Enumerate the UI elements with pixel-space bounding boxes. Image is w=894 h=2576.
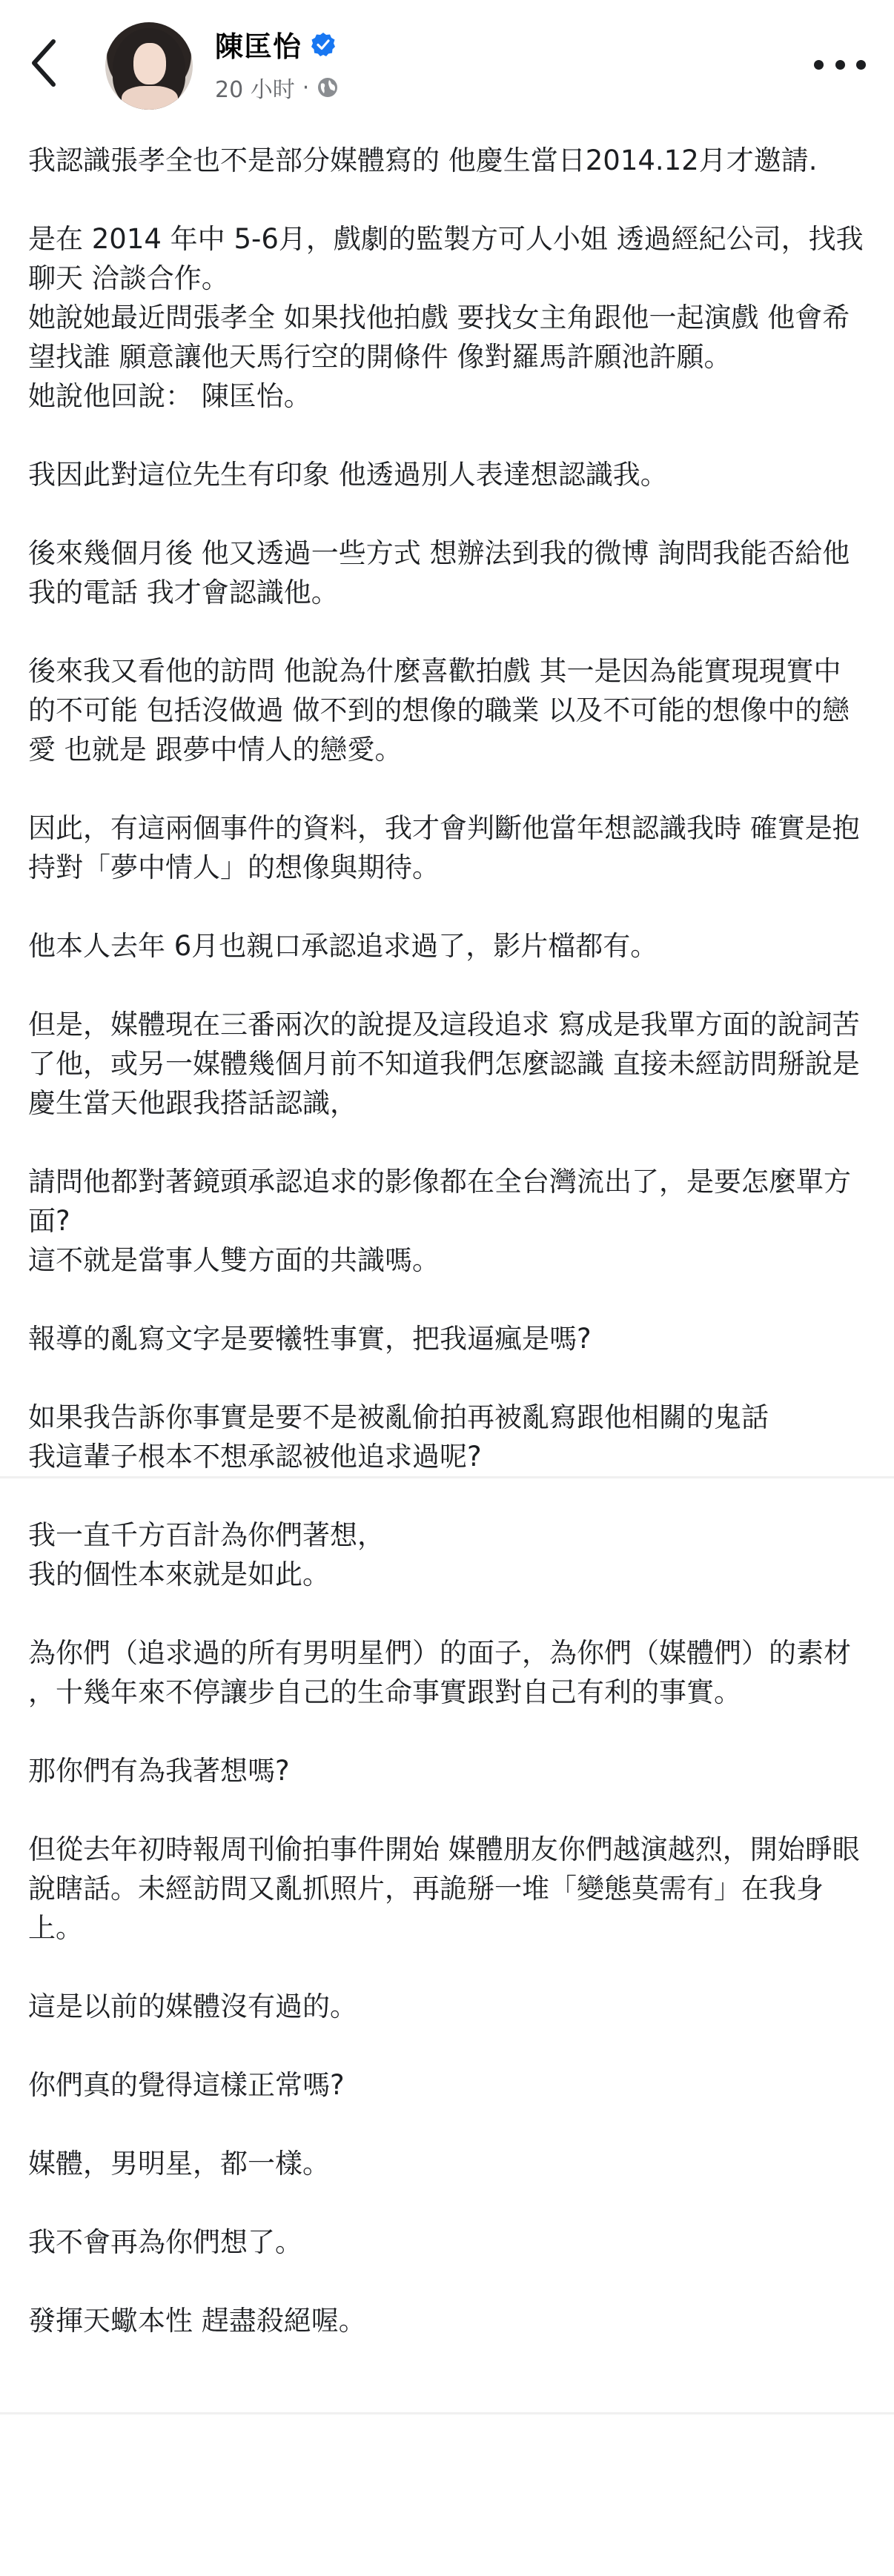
post-paragraph: 我因此對這位先生有印象 他透過別人表達想認識我。 bbox=[28, 459, 668, 491]
post-paragraph: 他本人去年 6月也親口承認追求過了，影片檔都有。 bbox=[28, 930, 658, 962]
post-paragraph: 報導的亂寫文字是要犧牲事實，把我逼瘋是嗎? bbox=[28, 1323, 592, 1355]
more-dot bbox=[856, 60, 866, 70]
post-timestamp[interactable]: 20 小时 bbox=[215, 77, 295, 103]
post-paragraph: 媒體，男明星，都一樣。 bbox=[28, 2148, 330, 2180]
post-paragraph: 我認識張孝全也不是部分媒體寫的 他慶生當日2014.12月才邀請. bbox=[28, 145, 818, 176]
post-paragraph: 你們真的覺得這樣正常嗎? bbox=[28, 2069, 345, 2101]
post-meta bbox=[215, 71, 339, 104]
post-paragraph: 因此，有這兩個事件的資料，我才會判斷他當年想認識我時 確實是抱持對「夢中情人」的想像與期待。 bbox=[28, 812, 860, 883]
post-paragraph: 但是，媒體現在三番兩次的說提及這段追求 寫成是我單方面的說詞苦了他，或另一媒體幾個月前不知道我們怎麼認識 直接未經訪問掰說是慶生當天他跟我搭話認識， bbox=[28, 1009, 860, 1119]
post-paragraph: 那你們有為我著想嗎? bbox=[28, 1755, 290, 1787]
screenshot-seam bbox=[0, 1476, 894, 1478]
meta-separator: · bbox=[302, 74, 310, 101]
post-paragraph: 我一直千方百計為你們著想， 我的個性本來就是如此。 bbox=[28, 1519, 385, 1590]
post-body bbox=[28, 141, 866, 2340]
author-name[interactable]: 陳匡怡 bbox=[215, 30, 302, 63]
bottom-fade bbox=[0, 2532, 894, 2576]
post-paragraph: 發揮天蠍本性 趕盡殺絕喔。 bbox=[28, 2305, 366, 2337]
verified-badge-icon bbox=[311, 32, 336, 57]
post-paragraph: 是在 2014 年中 5-6月，戲劇的監製方可人小姐 透過經紀公司，找我聊天 洽談合作。 她說她最近問張孝全 如果找他拍戲 要找女主角跟他一起演戲 他會希望找誰 願意讓他天馬行空的開條件 像對羅馬許願池許願。 她說他回說： 陳匡怡。 bbox=[28, 223, 864, 412]
post-header bbox=[0, 0, 894, 130]
post-paragraph: 為你們（追求過的所有男明星們）的面子，為你們（媒體們）的素材 ，十幾年來不停讓步自己的生命事實跟對自己有利的事實。 bbox=[28, 1637, 851, 1708]
post-paragraph: 請問他都對著鏡頭承認追求的影像都在全台灣流出了，是要怎麼單方面? 這不就是當事人雙方面的共識嗎。 bbox=[28, 1166, 851, 1276]
post-paragraph: 如果我告訴你事實是要不是被亂偷拍再被亂寫跟他相關的鬼話 我這輩子根本不想承認被他追求過呢? bbox=[28, 1401, 769, 1473]
author-name-row bbox=[215, 24, 336, 64]
chevron-left-icon bbox=[30, 37, 59, 89]
post-paragraph: 但從去年初時報周刊偷拍事件開始 媒體朋友你們越演越烈，開始睜眼說瞎話。未經訪問又亂抓照片，再詭掰一堆「變態莫需有」在我身上。 bbox=[28, 1833, 860, 1944]
back-button[interactable] bbox=[30, 37, 74, 96]
more-dot bbox=[835, 60, 845, 70]
post-paragraph: 後來幾個月後 他又透過一些方式 想辦法到我的微博 詢問我能否給他我的電話 我才會認識他。 bbox=[28, 537, 850, 608]
screenshot-seam bbox=[0, 2412, 894, 2414]
globe-icon[interactable] bbox=[317, 76, 339, 99]
more-dot bbox=[814, 60, 824, 70]
author-avatar[interactable] bbox=[105, 22, 193, 110]
post-paragraph: 我不會再為你們想了。 bbox=[28, 2226, 302, 2258]
post-paragraph: 後來我又看他的訪問 他說為什麼喜歡拍戲 其一是因為能實現現實中的不可能 包括沒做過 做不到的想像的職業 以及不可能的想像中的戀愛 也就是 跟夢中情人的戀愛。 bbox=[28, 655, 850, 766]
post-paragraph: 這是以前的媒體沒有過的。 bbox=[28, 1991, 357, 2022]
more-options-button[interactable] bbox=[814, 53, 866, 76]
